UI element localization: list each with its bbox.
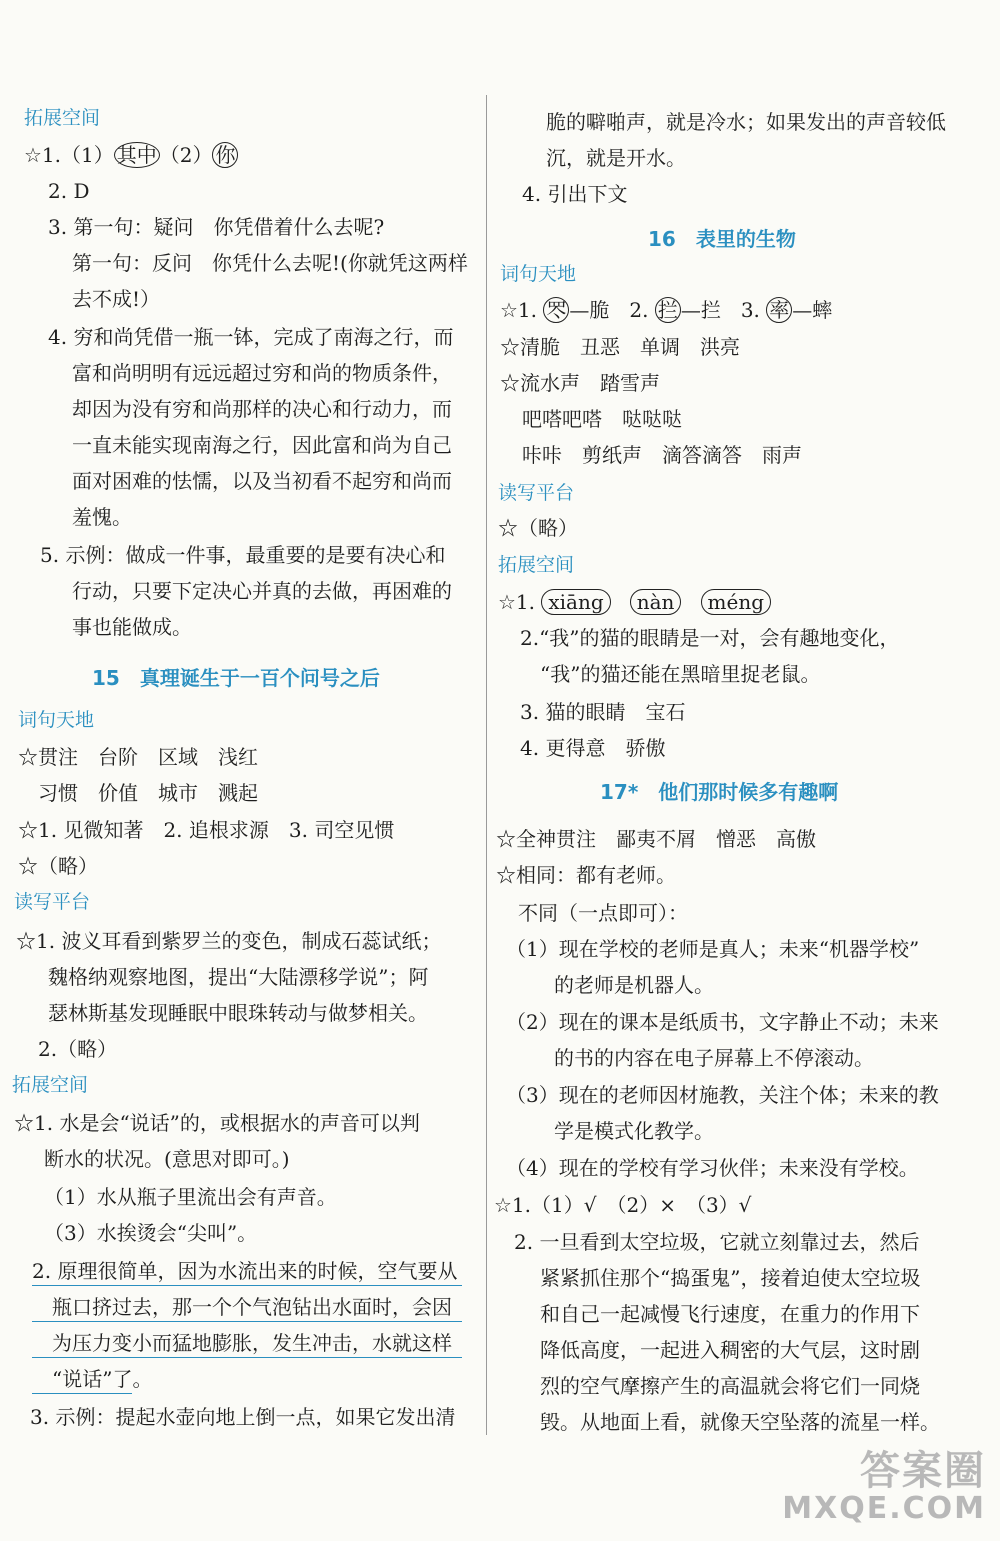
- underline: [32, 1285, 462, 1286]
- underline: [32, 1393, 132, 1394]
- answer-line: 瓶口挤过去，那一个个气泡钻出水面时，会因: [52, 1295, 452, 1319]
- answer-line: 3. 示例：提起水壶向地上倒一点，如果它发出清: [30, 1405, 456, 1429]
- circled-pinyin: nàn: [630, 589, 682, 615]
- answer-line: （1）现在学校的老师是真人；未来“机器学校”: [506, 937, 920, 961]
- answer-line: [24, 140, 238, 170]
- answer-text: —蟀: [792, 298, 833, 322]
- answer-line: 2. 一旦看到太空垃圾，它就立刻靠过去，然后: [514, 1230, 920, 1254]
- answer-line: 的书的内容在电子屏幕上不停滚动。: [554, 1046, 874, 1070]
- section-heading-ciju: 词句天地: [500, 263, 577, 285]
- answer-line: 断水的状况。(意思对即可。): [44, 1147, 290, 1171]
- answer-line: 行动，只要下定决心并真的去做，再困难的: [72, 579, 452, 603]
- answer-line: 习惯 价值 城市 溅起: [38, 781, 258, 805]
- underline: [32, 1321, 462, 1322]
- section-heading-ciju: 词句天地: [18, 709, 95, 731]
- answer-line: （3）水挨烫会“尖叫”。: [44, 1221, 258, 1245]
- circled-answer: 你: [212, 142, 238, 168]
- answer-line: 4. 更得意 骄傲: [520, 736, 666, 760]
- answer-line: 一直未能实现南海之行，因此富和尚为自己: [72, 433, 452, 457]
- answer-line: 5. 示例：做成一件事，最重要的是要有决心和: [40, 543, 446, 567]
- answer-line: 降低高度，一起进入稠密的大气层，这时剧: [540, 1338, 920, 1362]
- answer-line: ☆清脆 丑恶 单调 洪亮: [500, 335, 740, 359]
- answer-line: 4. 引出下文: [522, 182, 628, 206]
- answer-line: “我”的猫还能在黑暗里捉老鼠。: [540, 662, 821, 686]
- answer-line: ☆1. 见微知著 2. 追根求源 3. 司空见惯: [18, 818, 395, 842]
- answer-line: （1）水从瓶子里流出会有声音。: [44, 1185, 337, 1209]
- circled-radical: 拦: [655, 297, 681, 323]
- circled-radical: 罖: [543, 297, 569, 323]
- answer-text: —脆 2.: [569, 298, 649, 322]
- answer-line: ☆1.（1）√ （2）× （3）√: [494, 1193, 752, 1217]
- answer-line: （2）现在的课本是纸质书，文字静止不动；未来: [506, 1010, 939, 1034]
- answer-line: 和自己一起减慢飞行速度，在重力的作用下: [540, 1302, 920, 1326]
- section-heading-tuozhan: 拓展空间: [12, 1074, 89, 1096]
- answer-line: 毁。从地面上看，就像天空坠落的流星一样。: [540, 1410, 940, 1434]
- circled-pinyin: xiāng: [541, 589, 610, 615]
- answer-line: ☆1. 波义耳看到紫罗兰的变色，制成石蕊试纸；: [16, 929, 442, 953]
- section-heading-duxie: 读写平台: [498, 482, 575, 504]
- answer-line: 咔咔 剪纸声 滴答滴答 雨声: [522, 443, 802, 467]
- answer-line: 第一句：反问 你凭什么去呢!(你就凭这两样: [72, 251, 468, 275]
- lesson-15-title: 15 真理诞生于一百个问号之后: [92, 666, 380, 690]
- answer-mid: （2）: [159, 143, 213, 167]
- answer-line: ☆1. 水是会“说话”的，或根据水的声音可以判: [14, 1111, 420, 1135]
- answer-line: ☆（略）: [18, 854, 98, 878]
- underline: [32, 1357, 462, 1358]
- lesson-16-title: 16 表里的生物: [648, 227, 796, 251]
- watermark: [782, 1449, 986, 1525]
- answer-line: [498, 587, 771, 617]
- answer-line: 烈的空气摩擦产生的高温就会将它们一同烧: [540, 1374, 920, 1398]
- answer-line: ☆全神贯注 鄙夷不屑 憎恶 高傲: [496, 827, 816, 851]
- answer-line: [500, 295, 832, 325]
- answer-line: （3）现在的老师因材施教，关注个体；未来的教: [506, 1083, 939, 1107]
- lesson-17-title: 17* 他们那时候多有趣啊: [600, 780, 839, 804]
- watermark-title: 答案圈: [860, 1448, 986, 1494]
- answer-line: 面对困难的怯懦，以及当初看不起穷和尚而: [72, 469, 452, 493]
- answer-line: 3. 第一句：疑问 你凭借着什么去呢?: [48, 215, 385, 239]
- answer-prefix: ☆1.: [498, 590, 536, 614]
- answer-line: 事也能做成。: [72, 615, 192, 639]
- answer-line: ☆相同：都有老师。: [496, 863, 676, 887]
- answer-line: 羞愧。: [72, 505, 132, 529]
- answer-line: 学是模式化教学。: [554, 1119, 714, 1143]
- answer-line: 脆的噼啪声，就是冷水；如果发出的声音较低: [546, 110, 946, 134]
- answer-prefix: ☆1.（1）: [24, 143, 114, 167]
- answer-line: 2.（略）: [38, 1037, 118, 1061]
- section-heading-duxie: 读写平台: [14, 891, 91, 913]
- answer-line: 紧紧抓住那个“捣蛋鬼”，接着迫使太空垃圾: [540, 1266, 921, 1290]
- answer-line: 去不成!）: [72, 287, 161, 311]
- answer-line: 吧嗒吧嗒 哒哒哒: [522, 407, 682, 431]
- answer-line: ☆（略）: [498, 516, 578, 540]
- section-heading-tuozhan: 拓展空间: [498, 554, 575, 576]
- answer-prefix: ☆1.: [500, 298, 538, 322]
- answer-line: 3. 猫的眼睛 宝石: [520, 700, 686, 724]
- answer-line: “说话”了。: [52, 1367, 153, 1391]
- answer-line: 2. D: [48, 179, 90, 203]
- answer-line: ☆流水声 踏雪声: [500, 371, 660, 395]
- section-heading-tuozhan: 拓展空间: [24, 107, 101, 129]
- answer-line: 富和尚明明有远远超过穷和尚的物质条件，: [72, 361, 452, 385]
- answer-line: 2. 原理很简单，因为水流出来的时候，空气要从: [32, 1259, 458, 1283]
- answer-line: 瑟林斯基发现睡眠中眼珠转动与做梦相关。: [48, 1001, 428, 1025]
- answer-line: 却因为没有穷和尚那样的决心和行动力，而: [72, 397, 452, 421]
- answer-line: 2.“我”的猫的眼睛是一对，会有趣地变化，: [520, 626, 900, 650]
- answer-line: 4. 穷和尚凭借一瓶一钵，完成了南海之行，而: [48, 325, 454, 349]
- circled-pinyin: méng: [701, 589, 771, 615]
- watermark-url: MXQE.COM: [782, 1491, 986, 1526]
- answer-line: 的老师是机器人。: [554, 973, 714, 997]
- answer-line: ☆贯注 台阶 区域 浅红: [18, 745, 258, 769]
- answer-line: 为压力变小而猛地膨胀，发生冲击，水就这样: [52, 1331, 452, 1355]
- circled-answer: 其中: [114, 142, 160, 168]
- answer-text: —拦 3.: [680, 298, 760, 322]
- answer-line: （4）现在的学校有学习伙伴；未来没有学校。: [506, 1156, 919, 1180]
- answer-line: 沉，就是开水。: [546, 146, 686, 170]
- answer-line: 魏格纳观察地图，提出“大陆漂移学说”；阿: [48, 965, 429, 989]
- circled-radical: 率: [766, 297, 792, 323]
- answer-line: 不同（一点即可）：: [518, 901, 688, 925]
- column-divider: [486, 95, 487, 1435]
